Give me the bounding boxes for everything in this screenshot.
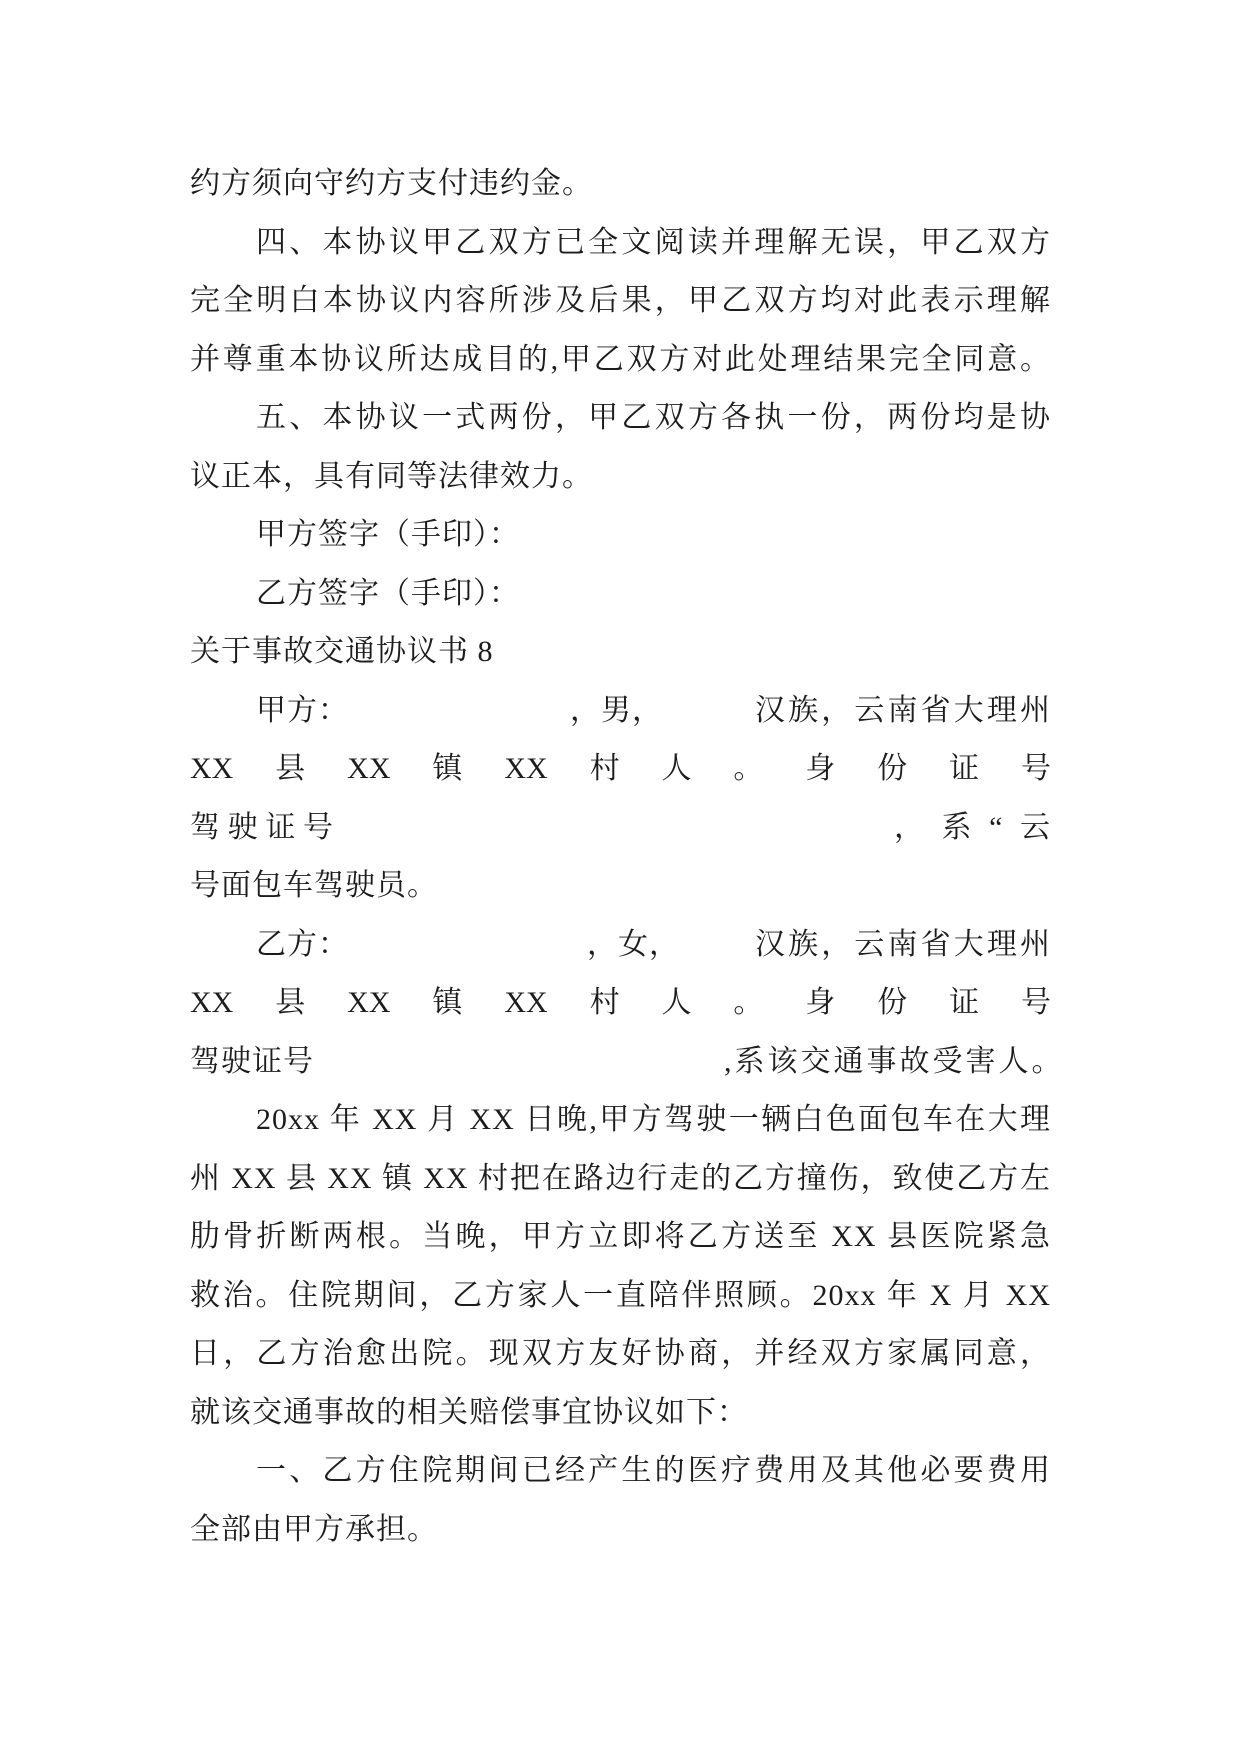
party-a-role-end: 号面包车驾驶员。 — [190, 869, 438, 902]
address-token: XX — [504, 986, 548, 1019]
address-token: 份 — [877, 752, 908, 785]
address-token: 县 — [275, 986, 306, 1019]
party-a-role-start: ，系“云 — [894, 810, 1051, 844]
address-token: 县 — [275, 752, 306, 785]
party-b-origin: 汉族，云南省大理州 — [755, 927, 1051, 961]
party-b-license-line — [190, 1033, 1065, 1092]
party-a-address-line — [190, 740, 1051, 799]
clause-4-line: 四、本协议甲乙双方已全文阅读并理解无误，甲乙双方 — [256, 225, 1051, 259]
penalty-clause-tail: 约方须向守约方支付违约金。 — [190, 167, 593, 200]
address-token: 人 — [661, 986, 692, 1019]
address-token: 身 — [805, 752, 836, 785]
address-token: 村 — [589, 986, 620, 1019]
address-token: XX — [347, 986, 391, 1019]
address-token: 证 — [949, 986, 980, 1019]
address-token: 证 — [949, 752, 980, 785]
party-a-origin: 汉族，云南省大理州 — [755, 693, 1051, 727]
clause-1-line: 全部由甲方承担。 — [190, 1512, 438, 1546]
agreement-title: 关于事故交通协议书 8 — [190, 635, 494, 668]
address-token: 镇 — [432, 986, 463, 1019]
party-b-identity-line — [190, 916, 1051, 975]
address-token: 份 — [877, 986, 908, 1019]
address-token: 号 — [1021, 986, 1051, 1019]
signature-party-a: 甲方签字（手印）： — [256, 518, 520, 551]
incident-line: 就该交通事故的相关赔偿事宜协议如下： — [190, 1395, 748, 1429]
address-token: 人 — [661, 752, 692, 785]
party-b-label: 乙方： — [256, 927, 349, 961]
document-body — [190, 155, 1065, 1559]
party-b-gender: ，女， — [587, 927, 680, 961]
address-token: 号 — [1021, 752, 1051, 785]
address-token: 身 — [805, 986, 836, 1019]
address-token: 镇 — [432, 752, 463, 785]
party-a-label: 甲方： — [256, 693, 349, 727]
party-b-license-label: 驾驶证号 — [190, 1044, 314, 1078]
incident-line: 肋骨折断两根。当晚，甲方立即将乙方送至 XX 县医院紧急 — [190, 1220, 1051, 1253]
clause-1-line: 一、乙方住院期间已经产生的医疗费用及其他必要费用 — [256, 1454, 1051, 1487]
incident-line: 日，乙方治愈出院。现双方友好协商，并经双方家属同意， — [190, 1337, 1051, 1370]
party-a-gender: ，男， — [570, 693, 663, 727]
address-token: 。 — [733, 752, 764, 785]
clause-5-line: 议正本，具有同等法律效力。 — [190, 459, 593, 493]
address-token: XX — [190, 752, 234, 785]
signature-party-b: 乙方签字（手印）： — [256, 576, 520, 610]
address-token: 村 — [589, 752, 620, 785]
clause-5-line: 五、本协议一式两份，甲乙双方各执一份，两份均是协 — [256, 401, 1051, 434]
party-b-address-line — [190, 974, 1051, 1033]
incident-line: 20xx 年 XX 月 XX 日晚,甲方驾驶一辆白色面包车在大理 — [256, 1103, 1051, 1136]
party-b-role: ,系该交通事故受害人。 — [724, 1044, 1065, 1078]
address-token: XX — [504, 752, 548, 785]
party-a-license-label: 驾驶证号 — [190, 810, 334, 844]
clause-4-line: 并尊重本协议所达成目的,甲乙双方对此处理结果完全同意。 — [190, 342, 1051, 376]
address-token: XX — [190, 986, 234, 1019]
incident-line: 州 XX 县 XX 镇 XX 村把在路边行走的乙方撞伤，致使乙方左 — [190, 1161, 1051, 1195]
address-token: 。 — [733, 986, 764, 1019]
incident-line: 救治。住院期间，乙方家人一直陪伴照顾。20xx 年 X 月 XX — [190, 1278, 1051, 1312]
clause-4-line: 完全明白本协议内容所涉及后果，甲乙双方均对此表示理解 — [190, 284, 1051, 317]
party-a-license-line — [190, 799, 1051, 858]
party-a-identity-line — [190, 682, 1051, 741]
address-token: XX — [347, 752, 391, 785]
